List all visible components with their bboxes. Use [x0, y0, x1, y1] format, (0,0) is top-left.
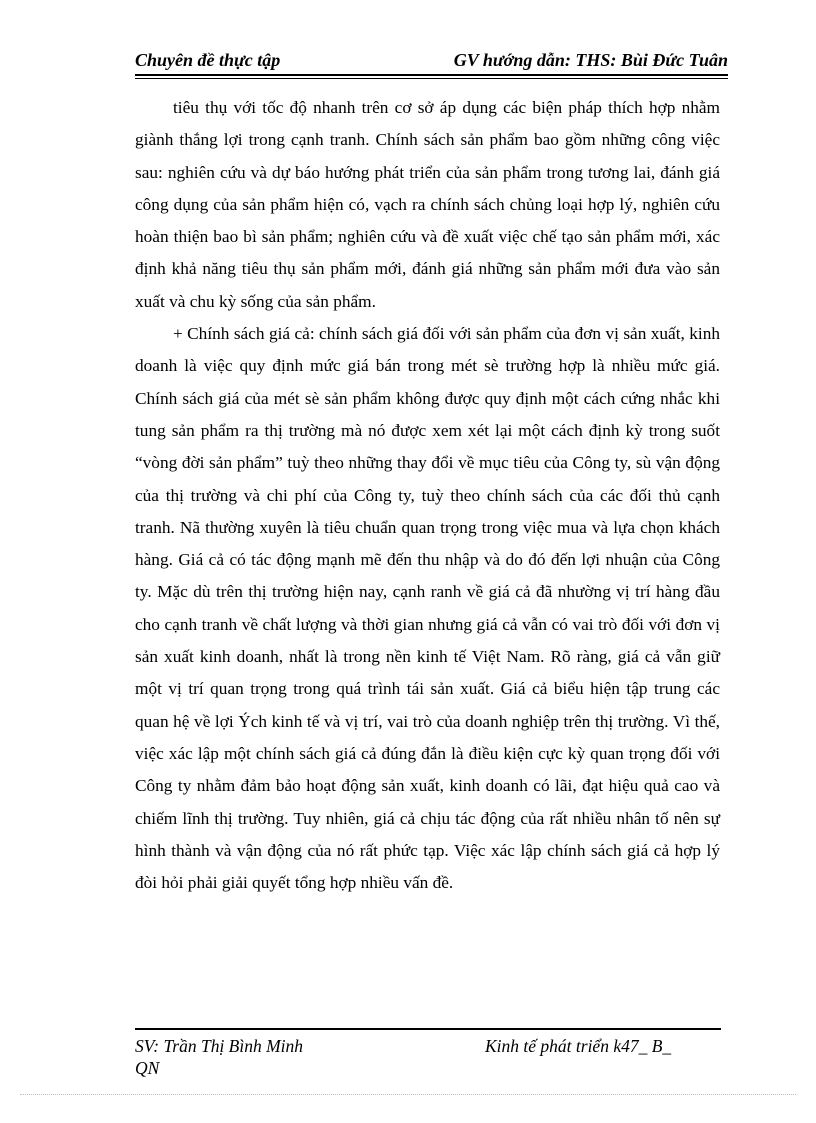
- page-footer: [135, 1028, 721, 1078]
- header-advisor: GV hướng dẫn: THS: Bùi Đức Tuân: [453, 50, 728, 70]
- page-boundary-rule: [20, 1094, 796, 1095]
- header-title: Chuyên đề thực tập: [135, 50, 281, 70]
- document-body: [135, 92, 720, 899]
- header-rule: [135, 78, 728, 79]
- footer-student: SV: Trần Thị Bình Minh: [135, 1036, 304, 1056]
- paragraph-product-policy: tiêu thụ với tốc độ nhanh trên cơ sở áp dụng các biện pháp thích hợp nhằm giành thắng lợi trong cạnh tranh. Chính sách sản phẩm bao gồm những công việc sau: nghiên cứu và dự báo hướng phát triển của sản phẩm trong tương lai, đánh giá công dụng của sản phẩm hiện có, vạch ra chính sách chủng loại hợp lý, nghiên cứu hoàn thiện bao bì sản phẩm; nghiên cứu và đề xuất việc chế tạo sản phẩm mới, xác định khả năng tiêu thụ sản phẩm mới, đánh giá những sản phẩm mới đưa vào sản xuất và chu kỳ sống của sản phẩm.: [135, 98, 720, 311]
- paragraph-pricing-policy: + Chính sách giá cả: chính sách giá đối với sản phẩm của đơn vị sản xuất, kinh doanh là việc quy định mức giá bán trong mét sè trường hợp là nhiều mức giá. Chính sách giá của mét sè sản phẩm không được quy định một cách cứng nhắc khi tung sản phẩm ra thị trường mà nó được xem xét lại một cách định kỳ trong suốt “vòng đời sản phẩm” tuỳ theo những thay đổi về mục tiêu của Công ty, sù vận động của thị trường và chi phí của Công ty, tuỳ theo chính sách của các đối thủ cạnh tranh. Nã thường xuyên là tiêu chuẩn quan trọng trong việc mua và lựa chọn khách hàng. Giá cả có tác động mạnh mẽ đến thu nhập và do đó đến lợi nhuận của Công ty. Mặc dù trên thị trường hiện nay, cạnh ranh về giá cả đã nhường vị trí hàng đầu cho cạnh tranh về chất lượng và thời gian nhưng giá cả vẫn có vai trò đối với đơn vị sản xuất kinh doanh, nhất là trong nền kinh tế Việt Nam. Rõ ràng, giá cả vẫn giữ một vị trí quan trọng trong quá trình tái sản xuất. Giá cả biểu hiện tập trung các quan hệ về lợi Ých kinh tế và vị trí, vai trò của doanh nghiệp trên thị trường. Vì thế, việc xác lập một chính sách giá cả đúng đắn là điều kiện cực kỳ quan trọng đối với Công ty nhằm đảm bảo hoạt động sản xuất, kinh doanh có lãi, đạt hiệu quả cao và chiếm lĩnh thị trường. Tuy nhiên, giá cả chịu tác động của rất nhiều nhân tố nên sự hình thành và vận động của nó rất phức tạp. Việc xác lập chính sách giá cả hợp lý đòi hỏi phải giải quyết tổng hợp nhiều vấn đề.: [135, 324, 720, 893]
- page-header: [135, 48, 728, 76]
- footer-class-continuation: QN: [135, 1058, 160, 1078]
- footer-class: Kinh tế phát triển k47_ B_: [485, 1036, 672, 1056]
